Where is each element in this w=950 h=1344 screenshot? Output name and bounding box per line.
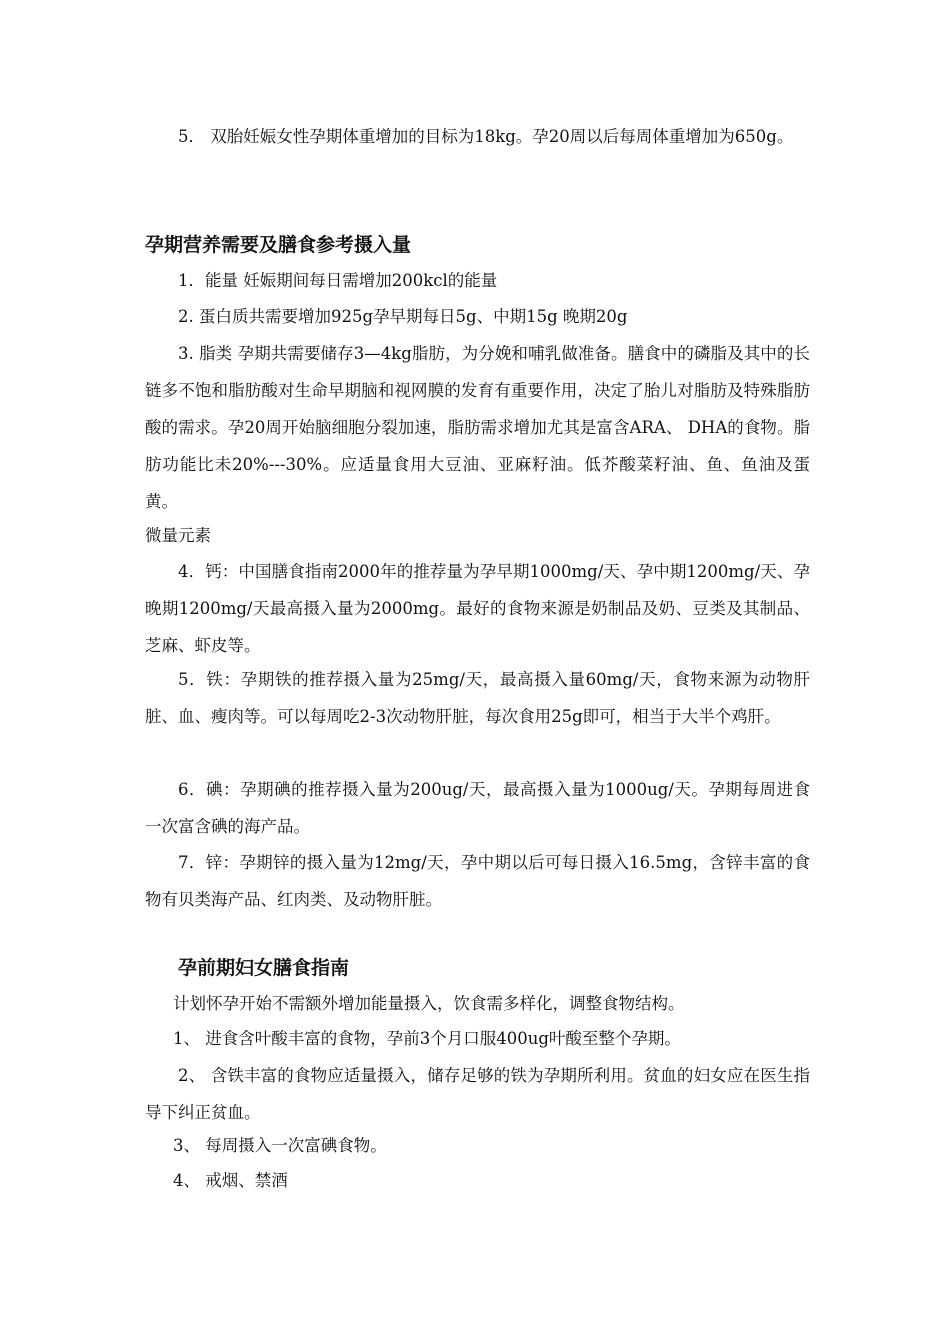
protein-item: 2. 蛋白质共需要增加925g孕早期每日5g、中期15g 晚期20g [178,307,628,326]
preconception-item-1: 1、 进食含叶酸丰富的食物，孕前3个月口服400ug叶酸至整个孕期。 [173,1029,681,1048]
preconception-item-3: 3、 每周摄入一次富碘食物。 [173,1136,387,1155]
zinc-paragraph: 7．锌：孕期锌的摄入量为12mg/天，孕中期以后可每日摄入16.5mg，含锌丰富的食物有贝类海产品、红肉类、及动物肝脏。 [145,853,810,909]
nutrition-needs-heading: 孕期营养需要及膳食参考摄入量 [145,234,412,256]
micro-elements-label: 微量元素 [145,526,211,545]
preconception-item-4: 4、 戒烟、禁酒 [173,1171,288,1190]
calcium-paragraph: 4．钙：中国膳食指南2000年的推荐量为孕早期1000mg/天、孕中期1200mg/天、孕晚期1200mg/天最高摄入量为2000mg。最好的食物来源是奶制品及奶、豆类及其制品、芝麻、虾皮等。 [145,562,810,655]
preconception-item-2: 2、 含铁丰富的食物应适量摄入，储存足够的铁为孕期所利用。贫血的妇女应在医生指导下纠正贫血。 [145,1066,810,1122]
fat-paragraph: 3. 脂类 孕期共需要储存3—4kg脂肪，为分娩和哺乳做准备。膳食中的磷脂及其中的长链多不饱和脂肪酸对生命早期脑和视网膜的发育有重要作用，决定了胎儿对脂肪及特殊脂肪酸的需求。孕20周开始脑细胞分裂加速，脂肪需求增加尤其是富含ARA、 DHA的食物。脂肪功能比未20%---30%。应适量食用大豆油、亚麻籽油。低芥酸菜籽油、鱼、鱼油及蛋黄。 [145,344,810,511]
energy-item: 1．能量 妊娠期间每日需增加200kcl的能量 [178,271,498,290]
twin-pregnancy-paragraph: 5． 双胎妊娠女性孕期体重增加的目标为18kg。孕20周以后每周体重增加为650g。 [178,127,794,146]
iron-paragraph: 5．铁：孕期铁的推荐摄入量为25mg/天，最高摄入量60mg/天，食物来源为动物肝脏、血、瘦肉等。可以每周吃2-3次动物肝脏，每次食用25g即可，相当于大半个鸡肝。 [145,670,810,726]
preconception-heading: 孕前期妇女膳食指南 [178,957,350,979]
iodine-paragraph: 6．碘：孕期碘的推荐摄入量为200ug/天，最高摄入量为1000ug/天。孕期每周进食一次富含碘的海产品。 [145,780,810,836]
preconception-intro: 计划怀孕开始不需额外增加能量摄入，饮食需多样化，调整食物结构。 [173,994,685,1013]
